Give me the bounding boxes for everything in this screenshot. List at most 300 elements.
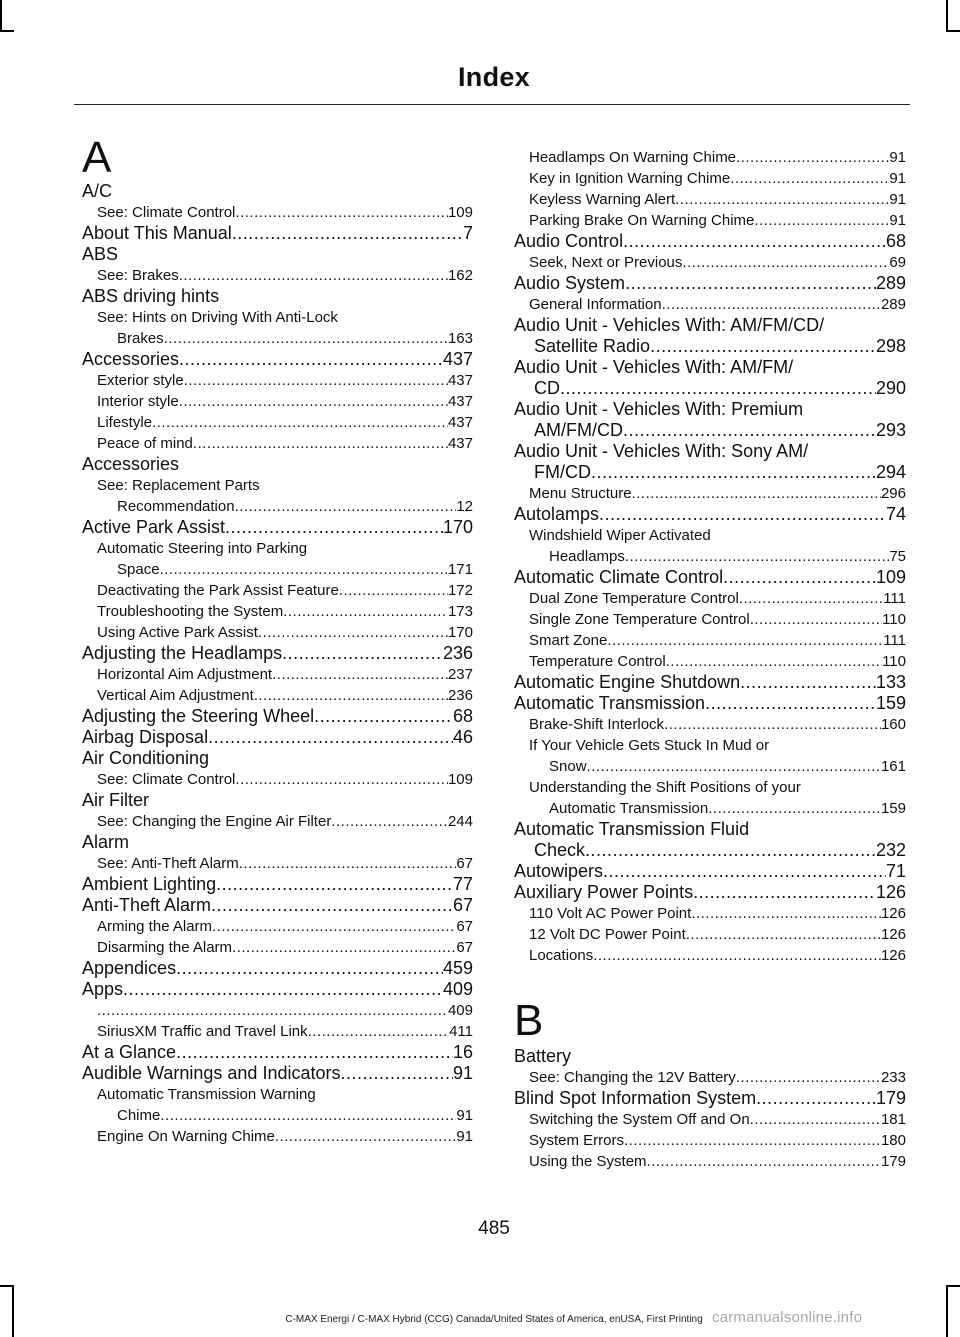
index-subentry: [82, 475, 473, 517]
dot-leader: [232, 937, 456, 958]
dot-leader: [179, 265, 448, 286]
dot-leader: [331, 811, 448, 832]
page-ref[interactable]: 67: [456, 918, 473, 935]
dot-leader: [272, 664, 448, 685]
entry-text: See: Anti-Theft Alarm: [97, 855, 239, 872]
entry-text: See: Changing the 12V Battery: [529, 1069, 736, 1086]
page-ref[interactable]: 173: [447, 603, 473, 620]
page-ref[interactable]: 91: [456, 1128, 473, 1145]
page-ref[interactable]: 74: [885, 504, 906, 524]
index-subentry: [514, 945, 906, 966]
page-ref[interactable]: 69: [889, 254, 906, 271]
entry-text: Key in Ignition Warning Chime: [529, 170, 731, 187]
page-ref[interactable]: 179: [875, 1088, 906, 1108]
page-ref[interactable]: 126: [880, 926, 906, 943]
dot-leader: [607, 630, 883, 651]
page-ref[interactable]: 67: [456, 855, 473, 872]
page-ref[interactable]: 179: [880, 1153, 906, 1170]
dot-leader: [708, 798, 881, 819]
index-heading: [82, 1063, 473, 1084]
dot-leader: [647, 1151, 881, 1172]
title-rule: [74, 104, 910, 105]
index-subentry: [82, 622, 473, 643]
page-ref[interactable]: 163: [447, 330, 473, 347]
page-ref[interactable]: 298: [875, 336, 906, 356]
entry-text: Switching the System Off and On: [529, 1111, 750, 1128]
page-ref[interactable]: 236: [442, 643, 473, 663]
index-subentry: [514, 735, 906, 777]
entry-text: General Information: [529, 296, 662, 313]
index-heading: [82, 454, 473, 475]
entry-text: ABS: [82, 244, 119, 264]
index-heading: [82, 643, 473, 664]
index-heading: [514, 819, 906, 861]
entry-text: Autowipers: [514, 861, 604, 881]
page-ref[interactable]: 109: [447, 771, 473, 788]
page-ref[interactable]: 67: [452, 895, 473, 915]
entry-text: Exterior style: [97, 372, 184, 389]
dot-leader: [308, 1021, 449, 1042]
index-heading: [82, 748, 473, 769]
dot-leader: [666, 651, 882, 672]
page-ref[interactable]: 91: [452, 1063, 473, 1083]
page-ref[interactable]: 126: [880, 947, 906, 964]
dot-leader: [686, 924, 881, 945]
dot-leader: [176, 958, 443, 979]
entry-text: About This Manual: [82, 223, 232, 243]
index-heading: [82, 1042, 473, 1063]
page-ref[interactable]: 111: [883, 632, 906, 649]
entry-text: Menu Structure: [529, 485, 632, 502]
entry-text: Audible Warnings and Indicators: [82, 1063, 341, 1083]
dot-leader: [212, 916, 456, 937]
page-ref[interactable]: 232: [875, 840, 906, 860]
dot-leader: [650, 336, 876, 357]
page-ref[interactable]: 7: [462, 223, 473, 243]
entry-text: Temperature Control: [529, 653, 666, 670]
entry-text: Windshield Wiper Activated: [529, 527, 711, 544]
page-ref[interactable]: 91: [889, 170, 906, 187]
dot-leader: [624, 1130, 881, 1151]
index-subentry: [514, 210, 906, 231]
page-ref[interactable]: 437: [447, 435, 473, 452]
page-ref[interactable]: 126: [875, 882, 906, 902]
entry-text: Using Active Park Assist: [97, 624, 258, 641]
entry-text: Horizontal Aim Adjustment: [97, 666, 273, 683]
index-heading: [82, 958, 473, 979]
entry-text: Adjusting the Steering Wheel: [82, 706, 315, 726]
entry-text: Appendices: [82, 958, 177, 978]
index-subentry: [82, 601, 473, 622]
index-heading: [514, 882, 906, 903]
entry-text: Audio Unit - Vehicles With: Sony AM/: [514, 441, 809, 461]
entry-text: Recommendation: [117, 498, 235, 515]
entry-text: 12 Volt DC Power Point: [529, 926, 686, 943]
dot-leader: [723, 567, 876, 588]
page-ref[interactable]: 459: [442, 958, 473, 978]
dot-leader: [623, 420, 876, 441]
entry-text: Air Conditioning: [82, 748, 210, 768]
index-subentry: [82, 853, 473, 874]
page-ref[interactable]: 293: [875, 420, 906, 440]
page-ref[interactable]: 46: [452, 727, 473, 747]
index-subentry: [514, 189, 906, 210]
entry-text: See: Changing the Engine Air Filter: [97, 813, 332, 830]
index-heading: [82, 244, 473, 265]
entry-text: Airbag Disposal: [82, 727, 209, 747]
dot-leader: [235, 202, 448, 223]
entry-text: Snow: [549, 758, 587, 775]
dot-leader: [339, 580, 448, 601]
page-ref[interactable]: 289: [875, 273, 906, 293]
dot-leader: [184, 370, 448, 391]
entry-text: Audio Unit - Vehicles With: Premium: [514, 399, 804, 419]
entry-text: Alarm: [82, 832, 130, 852]
dot-leader: [705, 693, 876, 714]
dot-leader: [232, 223, 463, 244]
index-subentry: [514, 609, 906, 630]
dot-leader: [750, 1109, 881, 1130]
index-subentry: [514, 588, 906, 609]
page-ref[interactable]: 411: [449, 1023, 473, 1040]
page-ref[interactable]: 437: [447, 414, 473, 431]
index-heading: [514, 861, 906, 882]
page-ref[interactable]: 75: [889, 548, 906, 565]
dot-leader: [225, 517, 443, 538]
index-heading: [82, 181, 473, 202]
index-heading: [514, 567, 906, 588]
dot-leader: [160, 559, 448, 580]
entry-text: Accessories: [82, 349, 180, 369]
dot-leader: [179, 391, 448, 412]
entry-text: FM/CD: [534, 462, 591, 482]
index-subentry: [82, 1084, 473, 1126]
page-number: 485: [478, 1218, 510, 1239]
page-ref[interactable]: 77: [452, 874, 473, 894]
index-subentry: [514, 525, 906, 567]
page-ref[interactable]: 109: [875, 567, 906, 587]
entry-text: Audio Unit - Vehicles With: AM/FM/: [514, 357, 794, 377]
dot-leader: [275, 1126, 456, 1147]
entry-text: Space: [117, 561, 160, 578]
crop-mark: [946, 1285, 948, 1337]
entry-text: Automatic Transmission: [514, 693, 706, 713]
crop-mark: [946, 0, 948, 32]
page-ref[interactable]: 437: [442, 349, 473, 369]
page-ref[interactable]: 244: [447, 813, 473, 830]
entry-text: CD: [534, 378, 560, 398]
index-subentry: [514, 651, 906, 672]
dot-leader: [216, 874, 453, 895]
page-ref[interactable]: 161: [880, 758, 906, 775]
dot-leader: [235, 769, 448, 790]
index-subentry: [82, 265, 473, 286]
edition-footer: C-MAX Energi / C-MAX Hybrid (CCG) Canada/United States of America, enUSA, First Printing: [285, 1314, 703, 1325]
entry-text: Arming the Alarm: [97, 918, 213, 935]
entry-text: System Errors: [529, 1132, 625, 1149]
entry-text: SiriusXM Traffic and Travel Link: [97, 1023, 308, 1040]
entry-text: Engine On Warning Chime: [97, 1128, 275, 1145]
entry-text: Chime: [117, 1107, 161, 1124]
page-ref[interactable]: 133: [875, 672, 906, 692]
index-subentry: [82, 307, 473, 349]
dot-leader: [754, 210, 889, 231]
crop-mark: [946, 30, 960, 32]
entry-text: Parking Brake On Warning Chime: [529, 212, 755, 229]
index-heading: [82, 517, 473, 538]
index-subentry: [82, 1021, 473, 1042]
crop-mark: [0, 30, 14, 32]
entry-text: Anti-Theft Alarm: [82, 895, 212, 915]
page-ref[interactable]: 68: [452, 706, 473, 726]
crop-mark: [946, 1285, 960, 1287]
dot-leader: [258, 622, 448, 643]
page-ref[interactable]: 437: [447, 372, 473, 389]
page-ref[interactable]: 91: [456, 1107, 473, 1124]
page-ref[interactable]: 160: [880, 716, 906, 733]
section-letter: A: [82, 133, 112, 182]
page-ref[interactable]: 170: [442, 517, 473, 537]
entry-text: Automatic Transmission Fluid: [514, 819, 750, 839]
dot-leader: [599, 504, 886, 525]
page-ref[interactable]: 12: [456, 498, 473, 515]
page-ref[interactable]: 109: [447, 204, 473, 221]
index-subentry: [82, 433, 473, 454]
dot-leader: [675, 189, 889, 210]
index-subentry: [514, 777, 906, 819]
index-heading: [82, 895, 473, 916]
entry-text: 110 Volt AC Power Point: [529, 905, 692, 922]
dot-leader: [691, 903, 881, 924]
entry-text: Satellite Radio: [534, 336, 651, 356]
dot-leader: [152, 412, 448, 433]
page-ref[interactable]: 171: [447, 561, 473, 578]
index-subentry: [514, 903, 906, 924]
dot-leader: [625, 546, 889, 567]
dot-leader: [593, 945, 881, 966]
dot-leader: [314, 706, 453, 727]
entry-text: Brakes: [117, 330, 164, 347]
dot-leader: [193, 433, 448, 454]
entry-text: See: Climate Control: [97, 204, 236, 221]
entry-text: ABS driving hints: [82, 286, 220, 306]
dot-leader: [282, 643, 443, 664]
index-column-right: [514, 147, 906, 1172]
dot-leader: [739, 588, 883, 609]
page-ref[interactable]: 290: [875, 378, 906, 398]
dot-leader: [756, 1088, 876, 1109]
index-heading: [82, 727, 473, 748]
index-heading: [514, 441, 906, 483]
page-ref[interactable]: 159: [880, 800, 906, 817]
index-heading: [82, 790, 473, 811]
index-subentry: [82, 769, 473, 790]
crop-mark: [0, 0, 2, 32]
entry-text: Automatic Climate Control: [514, 567, 724, 587]
entry-text: Brake-Shift Interlock: [529, 716, 665, 733]
index-heading: [514, 672, 906, 693]
entry-text: Auxiliary Power Points: [514, 882, 694, 902]
dot-leader: [560, 378, 876, 399]
index-heading: [514, 399, 906, 441]
page-ref[interactable]: 237: [447, 666, 473, 683]
page-ref[interactable]: 409: [447, 1002, 473, 1019]
index-heading: [514, 693, 906, 714]
index-heading: [82, 832, 473, 853]
dot-leader: [625, 273, 876, 294]
index-subentry: [514, 294, 906, 315]
dot-leader: [97, 1000, 448, 1021]
entry-text: See: Hints on Driving With Anti-Lock: [97, 309, 338, 326]
dot-leader: [693, 882, 876, 903]
page-ref[interactable]: 91: [889, 191, 906, 208]
index-heading: [514, 273, 906, 294]
dot-leader: [179, 349, 443, 370]
entry-text: Troubleshooting the System: [97, 603, 284, 620]
entry-text: At a Glance: [82, 1042, 177, 1062]
index-subentry: [514, 147, 906, 168]
index-subentry: [514, 1067, 906, 1088]
entry-text: A/C: [82, 181, 113, 201]
dot-leader: [160, 1105, 456, 1126]
index-subentry: [82, 1000, 473, 1021]
entry-text: Active Park Assist: [82, 517, 226, 537]
entry-text: Automatic Transmission: [549, 800, 709, 817]
index-subentry: [82, 916, 473, 937]
page-ref[interactable]: 126: [880, 905, 906, 922]
index-subentry: [514, 483, 906, 504]
index-subentry: [514, 714, 906, 735]
entry-text: Headlamps On Warning Chime: [529, 149, 737, 166]
entry-text: Accessories: [82, 454, 180, 474]
entry-text: Vertical Aim Adjustment: [97, 687, 254, 704]
dot-leader: [340, 1063, 452, 1084]
dot-leader: [632, 483, 881, 504]
index-subentry: [82, 664, 473, 685]
page-ref[interactable]: 437: [447, 393, 473, 410]
entry-text: Blind Spot Information System: [514, 1088, 757, 1108]
dot-leader: [603, 861, 886, 882]
entry-text: Peace of mind: [97, 435, 193, 452]
page-ref[interactable]: 236: [447, 687, 473, 704]
entry-text: Understanding the Shift Positions of your: [529, 779, 801, 796]
entry-text: Interior style: [97, 393, 179, 410]
index-subentry: [514, 252, 906, 273]
entry-text: Seek, Next or Previous: [529, 254, 683, 271]
dot-leader: [283, 601, 448, 622]
page-ref[interactable]: 16: [452, 1042, 473, 1062]
dot-leader: [235, 496, 457, 517]
index-subentry: [514, 630, 906, 651]
index-subentry: [82, 1126, 473, 1147]
page-ref[interactable]: 91: [889, 149, 906, 166]
entry-text: Locations: [529, 947, 594, 964]
dot-leader: [208, 727, 453, 748]
index-heading: [514, 1088, 906, 1109]
page-ref[interactable]: 294: [875, 462, 906, 482]
index-heading: [82, 349, 473, 370]
entry-text: Automatic Steering into Parking: [97, 540, 308, 557]
entry-text: See: Replacement Parts: [97, 477, 260, 494]
page-ref[interactable]: 71: [885, 861, 906, 881]
entry-text: If Your Vehicle Gets Stuck In Mud or: [529, 737, 770, 754]
index-subentry: [82, 937, 473, 958]
index-heading: [514, 315, 906, 357]
dot-leader: [254, 685, 448, 706]
page-ref[interactable]: 181: [880, 1111, 906, 1128]
page-ref[interactable]: 180: [880, 1132, 906, 1149]
dot-leader: [750, 609, 882, 630]
index-column-left: [82, 135, 473, 1147]
page-ref[interactable]: 162: [447, 267, 473, 284]
entry-text: Automatic Transmission Warning: [97, 1086, 316, 1103]
page-ref[interactable]: 170: [447, 624, 473, 641]
dot-leader: [123, 979, 443, 1000]
index-heading: [82, 286, 473, 307]
watermark-text: carmanualsonline.info: [712, 1309, 863, 1326]
index-subentry: [514, 1151, 906, 1172]
index-heading: [514, 1046, 906, 1067]
page-ref[interactable]: 409: [442, 979, 473, 999]
page-ref[interactable]: 111: [883, 590, 906, 607]
entry-text: Smart Zone: [529, 632, 608, 649]
index-heading: [82, 874, 473, 895]
entry-text: Lifestyle: [97, 414, 153, 431]
entry-text: See: Brakes: [97, 267, 179, 284]
entry-text: Air Filter: [82, 790, 149, 810]
index-subentry: [514, 924, 906, 945]
page-ref[interactable]: 159: [875, 693, 906, 713]
dot-leader: [591, 462, 876, 483]
entry-text: Using the System: [529, 1153, 647, 1170]
index-heading: [514, 504, 906, 525]
dot-leader: [176, 1042, 453, 1063]
dot-leader: [740, 672, 876, 693]
index-subentry: [514, 168, 906, 189]
dot-leader: [664, 714, 881, 735]
page-ref[interactable]: 233: [880, 1069, 906, 1086]
entry-text: Ambient Lighting: [82, 874, 217, 894]
dot-leader: [736, 147, 889, 168]
page-ref[interactable]: 110: [882, 611, 906, 628]
index-subentry: [82, 202, 473, 223]
dot-leader: [585, 840, 876, 861]
page-ref[interactable]: 68: [885, 231, 906, 251]
dot-leader: [164, 328, 448, 349]
index-subentry: [82, 391, 473, 412]
entry-text: Single Zone Temperature Control: [529, 611, 750, 628]
page-ref[interactable]: 67: [456, 939, 473, 956]
index-subentry: [82, 580, 473, 601]
page-ref[interactable]: 289: [880, 296, 906, 313]
page-title: Index: [457, 62, 531, 92]
dot-leader: [239, 853, 457, 874]
page-ref[interactable]: 91: [889, 212, 906, 229]
crop-mark: [12, 1285, 14, 1337]
entry-text: Battery: [514, 1046, 572, 1066]
entry-text: Deactivating the Park Assist Feature: [97, 582, 339, 599]
index-subentry: [82, 370, 473, 391]
page-ref[interactable]: 172: [447, 582, 473, 599]
page-ref[interactable]: 296: [880, 485, 906, 502]
entry-text: Dual Zone Temperature Control: [529, 590, 739, 607]
page-ref[interactable]: 110: [882, 653, 906, 670]
dot-leader: [623, 231, 886, 252]
entry-text: Audio Unit - Vehicles With: AM/FM/CD/: [514, 315, 825, 335]
entry-text: Automatic Engine Shutdown: [514, 672, 741, 692]
entry-text: Disarming the Alarm: [97, 939, 233, 956]
index-heading: [514, 231, 906, 252]
